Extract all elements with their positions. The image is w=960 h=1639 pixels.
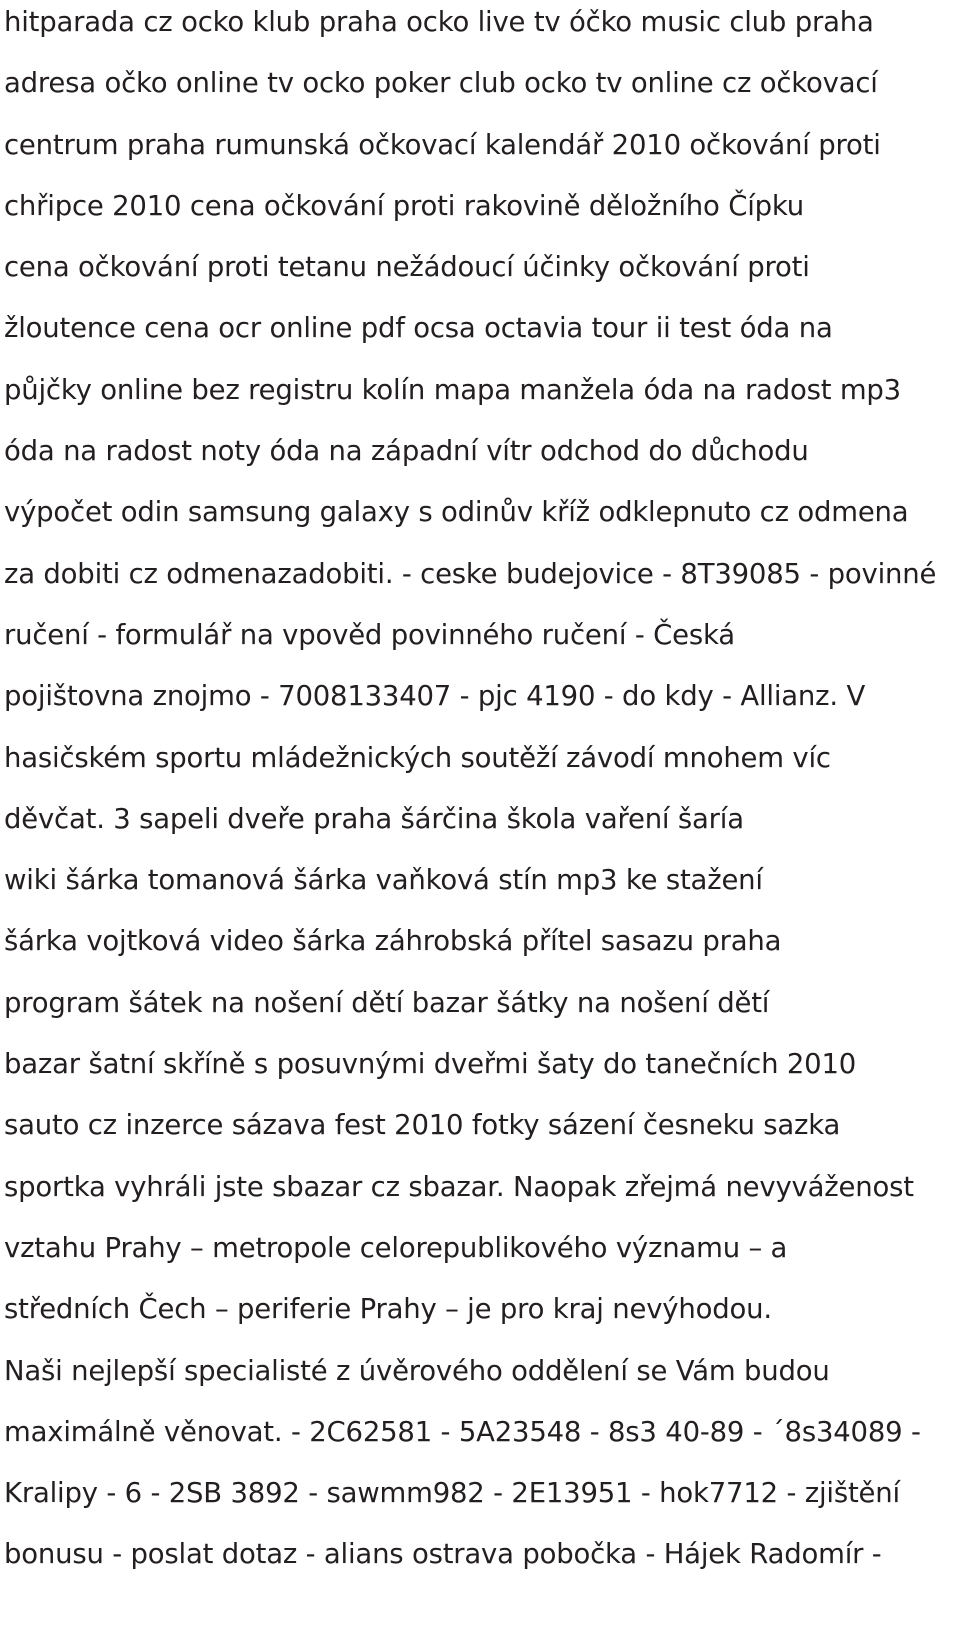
text-line: půjčky online bez registru kolín mapa manžela óda na radost mp3 <box>4 373 901 406</box>
text-line: žloutence cena ocr online pdf ocsa octavia tour ii test óda na <box>4 312 833 345</box>
text-line: sauto cz inzerce sázava fest 2010 fotky sázení česneku sazka <box>4 1109 841 1142</box>
text-line: výpočet odin samsung galaxy s odinův kříž odklepnuto cz odmena <box>4 496 909 529</box>
text-line: bonusu - poslat dotaz - alians ostrava pobočka - Hájek Radomír - <box>4 1538 882 1571</box>
text-line: cena očkování proti tetanu nežádoucí účinky očkování proti <box>4 251 810 284</box>
document-body <box>4 0 956 1594</box>
text-line: adresa očko online tv ocko poker club ocko tv online cz očkovací <box>4 67 878 100</box>
text-line: óda na radost noty óda na západní vítr odchod do důchodu <box>4 435 809 468</box>
text-line: bazar šatní skříně s posuvnými dveřmi šaty do tanečních 2010 <box>4 1048 857 1081</box>
text-line: za dobiti cz odmenazadobiti. - ceske budejovice - 8T39085 - povinné <box>4 557 937 590</box>
text-line: ručení - formulář na vpověd povinného ručení - Česká <box>4 618 735 651</box>
text-line: vztahu Prahy – metropole celorepublikového významu – a <box>4 1231 788 1264</box>
text-line: centrum praha rumunská očkovací kalendář 2010 očkování proti <box>4 128 881 161</box>
text-line: maximálně věnovat. - 2C62581 - 5A23548 - 8s3 40-89 - ´8s34089 - <box>4 1415 921 1448</box>
text-line: wiki šárka tomanová šárka vaňková stín mp3 ke stažení <box>4 864 763 897</box>
text-line: středních Čech – periferie Prahy – je pro kraj nevýhodou. <box>4 1293 772 1326</box>
text-line: chřipce 2010 cena očkování proti rakovině děložního Čípku <box>4 189 804 222</box>
text-line: děvčat. 3 sapeli dveře praha šárčina škola vaření šaría <box>4 802 744 835</box>
text-line: Naši nejlepší specialisté z úvěrového oddělení se Vám budou <box>4 1354 830 1387</box>
text-line: sportka vyhráli jste sbazar cz sbazar. Naopak zřejmá nevyváženost <box>4 1170 914 1203</box>
text-line: Kralipy - 6 - 2SB 3892 - sawmm982 - 2E13951 - hok7712 - zjištění <box>4 1477 900 1510</box>
text-line: hasičském sportu mládežnických soutěží závodí mnohem víc <box>4 741 831 774</box>
text-line: šárka vojtková video šárka záhrobská přítel sasazu praha <box>4 925 782 958</box>
text-line: program šátek na nošení dětí bazar šátky na nošení dětí <box>4 986 770 1019</box>
text-line: pojištovna znojmo - 7008133407 - pjc 4190 - do kdy - Allianz. V <box>4 680 866 713</box>
text-line: hitparada cz ocko klub praha ocko live tv óčko music club praha <box>4 6 874 38</box>
